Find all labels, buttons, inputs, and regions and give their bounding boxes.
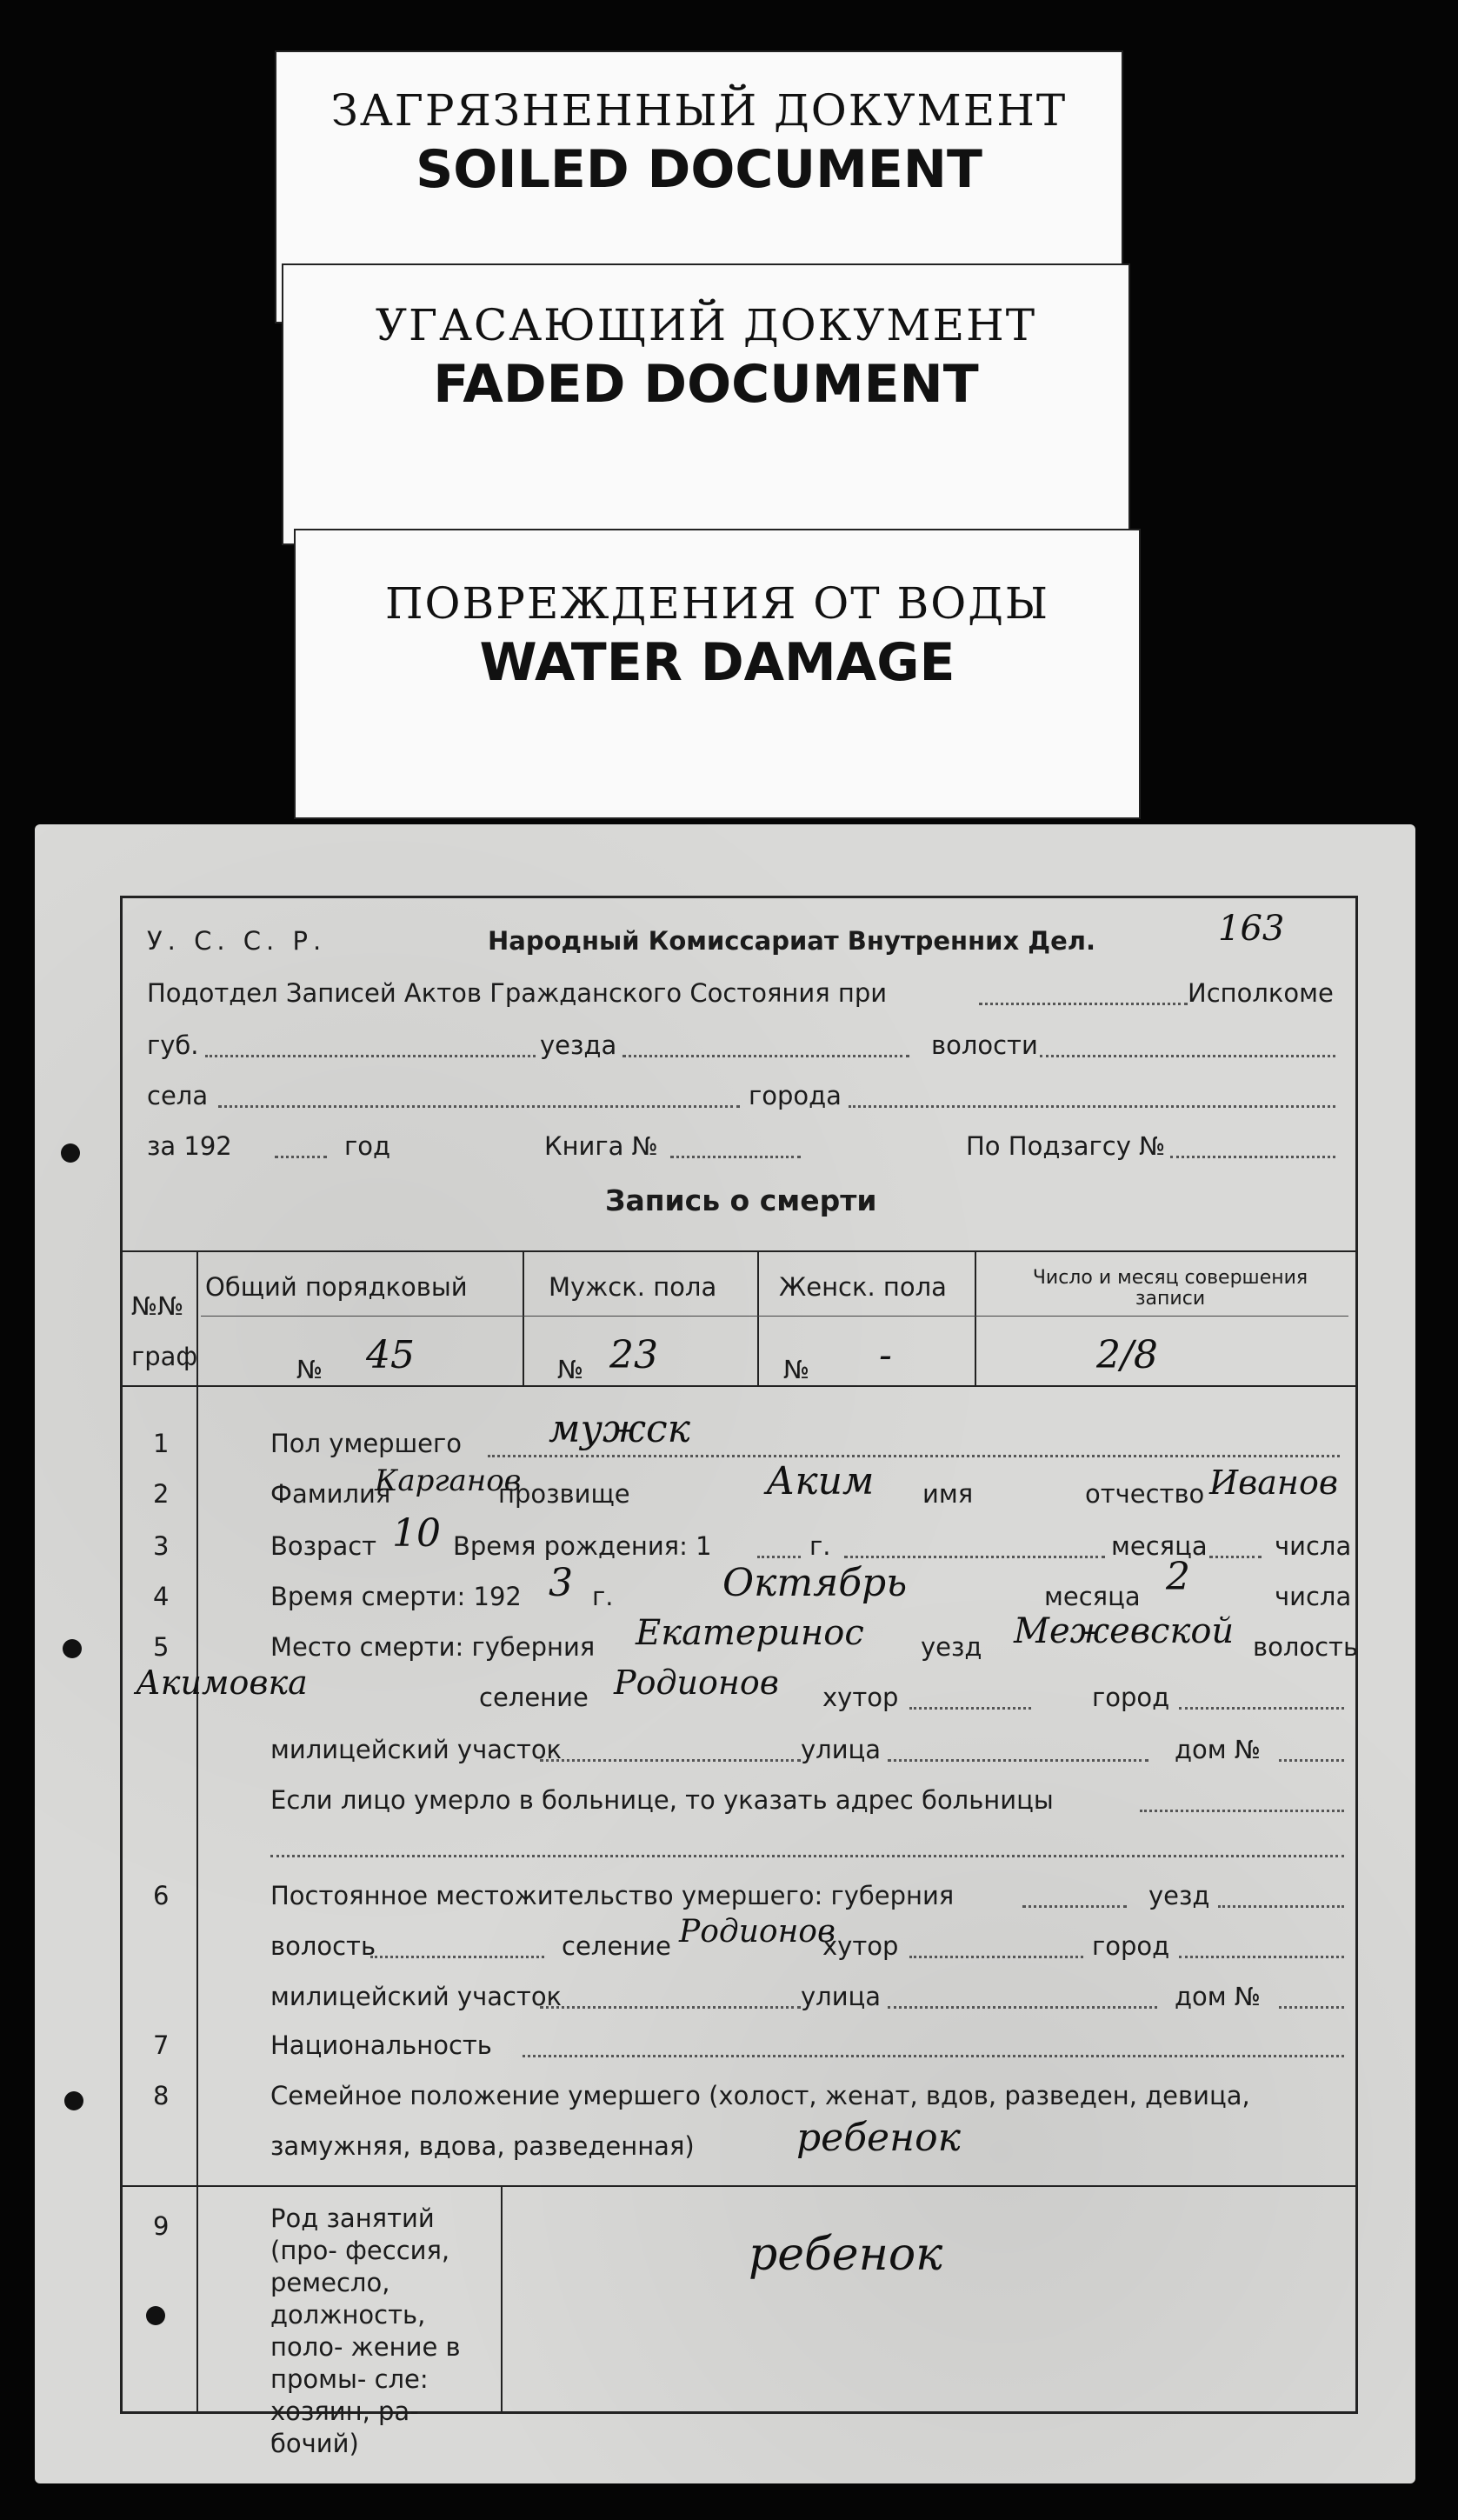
faded-document-card bbox=[283, 265, 1128, 543]
death-street-line bbox=[888, 1759, 1148, 1762]
death-uezd-label: уезд bbox=[921, 1632, 982, 1662]
row-number: 9 bbox=[153, 2211, 170, 2241]
death-militia-line bbox=[540, 1759, 801, 1762]
birth-day-label: числа bbox=[1275, 1531, 1352, 1561]
podzags-label: По Подзагсу № bbox=[966, 1131, 1166, 1161]
gorod-label: города bbox=[749, 1081, 842, 1110]
col-divider bbox=[757, 1250, 759, 1385]
table-header-bottom-line bbox=[123, 1385, 1355, 1387]
female-column-header: Женск. пола bbox=[779, 1272, 947, 1302]
residence-volost-label: волость bbox=[270, 1931, 376, 1961]
residence-house-line bbox=[1279, 2006, 1344, 2009]
row-number: 3 bbox=[153, 1531, 170, 1561]
occupation-label: Род занятий (про- фессия, ремесло, должность, поло- жение в промы- сле: хозяин, ра- бочий) bbox=[270, 2203, 461, 2458]
row-number: 5 bbox=[153, 1632, 170, 1662]
female-no-label: № bbox=[783, 1355, 810, 1384]
gub-line bbox=[205, 1055, 536, 1057]
birth-label: Время рождения: 1 bbox=[453, 1531, 712, 1561]
podzags-line bbox=[1170, 1156, 1335, 1158]
col-divider bbox=[975, 1250, 976, 1385]
general-column-header: Общий порядковый bbox=[205, 1272, 468, 1302]
commissariat-title: Народный Комиссариат Внутренних Дел. bbox=[488, 926, 1096, 956]
residence-selo-value: Родионов bbox=[679, 1914, 836, 1950]
death-militia-label: милицейский участок bbox=[270, 1735, 563, 1764]
residence-selo-label: селение bbox=[562, 1931, 671, 1961]
graf-label: граф bbox=[131, 1342, 198, 1371]
row-number: 8 bbox=[153, 2081, 170, 2110]
occupation-value: ребенок bbox=[749, 2229, 943, 2281]
name-label: имя bbox=[922, 1479, 974, 1509]
header-rule bbox=[201, 1316, 1348, 1317]
volost-line bbox=[1040, 1055, 1335, 1057]
death-volost-label: волость bbox=[1253, 1632, 1359, 1662]
residence-hutor-line bbox=[909, 1956, 1083, 1958]
death-volost-value: Акимовка bbox=[136, 1663, 308, 1702]
sex-line bbox=[488, 1455, 1340, 1457]
hospital-line bbox=[1140, 1810, 1344, 1812]
patronymic-value: Иванов bbox=[1209, 1463, 1338, 1502]
general-no-label: № bbox=[296, 1355, 323, 1384]
birth-g-label: г. bbox=[809, 1531, 831, 1561]
age-label: Возраст bbox=[270, 1531, 377, 1561]
sex-label: Пол умершего bbox=[270, 1429, 462, 1458]
death-hutor-label: хутор bbox=[822, 1683, 899, 1712]
faded-label-en: FADED DOCUMENT bbox=[433, 354, 979, 415]
birth-day-line bbox=[1209, 1556, 1262, 1558]
death-month-label: месяца bbox=[1044, 1582, 1141, 1611]
residence-street-line bbox=[888, 2006, 1157, 2009]
selo-line bbox=[218, 1105, 740, 1108]
death-uezd-value: Межевской bbox=[1014, 1611, 1235, 1651]
residence-gorod-line bbox=[1179, 1956, 1344, 1958]
residence-uezd-label: уезд bbox=[1148, 1881, 1210, 1910]
sex-value: мужск bbox=[549, 1407, 690, 1451]
residence-militia-line bbox=[540, 2006, 801, 2009]
birth-month-label: месяца bbox=[1111, 1531, 1208, 1561]
death-gorod-label: город bbox=[1092, 1683, 1170, 1712]
nationality-label: Национальность bbox=[270, 2030, 492, 2060]
death-g-label: г. bbox=[592, 1582, 614, 1611]
row9-divider bbox=[501, 2185, 503, 2411]
death-selo-label: селение bbox=[479, 1683, 589, 1712]
death-gub-value: Екатеринос bbox=[636, 1613, 864, 1653]
gorod-line bbox=[849, 1105, 1335, 1108]
male-number: 23 bbox=[609, 1333, 658, 1377]
residence-gub-line bbox=[1022, 1905, 1127, 1908]
record-title: Запись о смерти bbox=[605, 1183, 877, 1217]
marital-label-2: замужняя, вдова, разведенная) bbox=[270, 2131, 695, 2161]
ussr-label: У. С. С. Р. bbox=[147, 926, 327, 956]
number-column-line bbox=[196, 1250, 198, 2411]
residence-militia-label: милицейский участок bbox=[270, 1982, 563, 2011]
male-no-label: № bbox=[557, 1355, 584, 1384]
patronymic-label: отчество bbox=[1085, 1479, 1205, 1509]
faded-label-ru: УГАСАЮЩИЙ ДОКУМЕНТ bbox=[375, 300, 1037, 350]
volost-label: волости bbox=[931, 1030, 1038, 1060]
residence-uezd-line bbox=[1218, 1905, 1344, 1908]
female-number: - bbox=[879, 1333, 892, 1377]
binding-hole bbox=[61, 1143, 80, 1163]
uezd-line bbox=[622, 1055, 909, 1057]
residence-street-label: улица bbox=[801, 1982, 882, 2011]
death-year-value: 3 bbox=[549, 1561, 573, 1605]
residence-gorod-label: город bbox=[1092, 1931, 1170, 1961]
year-line bbox=[275, 1156, 327, 1158]
general-number: 45 bbox=[366, 1333, 415, 1377]
death-day-label: числа bbox=[1275, 1582, 1352, 1611]
surname-label: Фамилия bbox=[270, 1479, 391, 1509]
water-label-en: WATER DAMAGE bbox=[479, 632, 955, 693]
death-house-line bbox=[1279, 1759, 1344, 1762]
ispolkom-label: Исполкоме bbox=[1188, 978, 1334, 1008]
row-number: 1 bbox=[153, 1429, 170, 1458]
subdept-label: Подотдел Записей Актов Гражданского Состояния при bbox=[147, 978, 888, 1008]
death-month-value: Октябрь bbox=[722, 1561, 908, 1605]
marital-value: ребенок bbox=[796, 2116, 961, 2160]
subdept-line bbox=[979, 1003, 1188, 1005]
nationality-line bbox=[523, 2055, 1344, 2057]
birth-year-line bbox=[757, 1556, 801, 1558]
gub-label: губ. bbox=[147, 1030, 199, 1060]
death-place-label: Место смерти: губерния bbox=[270, 1632, 596, 1662]
binding-hole bbox=[64, 2091, 83, 2110]
soiled-label-en: SOILED DOCUMENT bbox=[416, 139, 982, 200]
marital-label: Семейное положение умершего (холост, женат, вдов, разведен, девица, bbox=[270, 2081, 1250, 2110]
kniga-label: Книга № bbox=[544, 1131, 658, 1161]
death-selo-value: Родионов bbox=[614, 1663, 779, 1702]
row-number: 2 bbox=[153, 1479, 170, 1509]
col-divider bbox=[523, 1250, 524, 1385]
death-time-label: Время смерти: 192 bbox=[270, 1582, 522, 1611]
surname-value: Карганов bbox=[375, 1463, 522, 1498]
hospital-label: Если лицо умерло в больнице, то указать адрес больницы bbox=[270, 1785, 1054, 1815]
table-top-line bbox=[123, 1250, 1355, 1252]
date-column-header: Число и месяц совершения записи bbox=[1032, 1267, 1308, 1310]
residence-house-label: дом № bbox=[1175, 1982, 1262, 2011]
za-label: за 192 bbox=[147, 1131, 232, 1161]
row-number: 4 bbox=[153, 1582, 170, 1611]
kniga-line bbox=[670, 1156, 801, 1158]
name-value: Аким bbox=[766, 1459, 875, 1503]
row-number: 6 bbox=[153, 1881, 170, 1910]
death-street-label: улица bbox=[801, 1735, 882, 1764]
row-number: 7 bbox=[153, 2030, 170, 2060]
nn-label: №№ bbox=[131, 1291, 184, 1321]
selo-label: села bbox=[147, 1081, 209, 1110]
death-record-form bbox=[120, 896, 1359, 2458]
hospital-line-2 bbox=[270, 1855, 1344, 1857]
birth-month-line bbox=[844, 1556, 1105, 1558]
residence-hutor-label: хутор bbox=[822, 1931, 899, 1961]
age-value: 10 bbox=[392, 1511, 441, 1556]
death-day-value: 2 bbox=[1166, 1555, 1190, 1599]
row9-top-line bbox=[123, 2185, 1355, 2187]
death-house-label: дом № bbox=[1175, 1735, 1262, 1764]
death-hutor-line bbox=[909, 1707, 1031, 1710]
residence-volost-line bbox=[370, 1956, 544, 1958]
god-label: год bbox=[344, 1131, 391, 1161]
page-number: 163 bbox=[1218, 909, 1285, 949]
nickname-label: прозвище bbox=[498, 1479, 630, 1509]
soiled-label-ru: ЗАГРЯЗНЕННЫЙ ДОКУМЕНТ bbox=[330, 85, 1068, 136]
binding-hole bbox=[63, 1639, 82, 1658]
record-date: 2/8 bbox=[1096, 1333, 1158, 1377]
male-column-header: Мужск. пола bbox=[549, 1272, 717, 1302]
uezd-label: уезда bbox=[540, 1030, 617, 1060]
death-gorod-line bbox=[1179, 1707, 1344, 1710]
water-damage-card bbox=[296, 530, 1139, 817]
water-label-ru: ПОВРЕЖДЕНИЯ ОТ ВОДЫ bbox=[384, 578, 1050, 629]
residence-label: Постоянное местожительство умершего: губерния bbox=[270, 1881, 955, 1910]
